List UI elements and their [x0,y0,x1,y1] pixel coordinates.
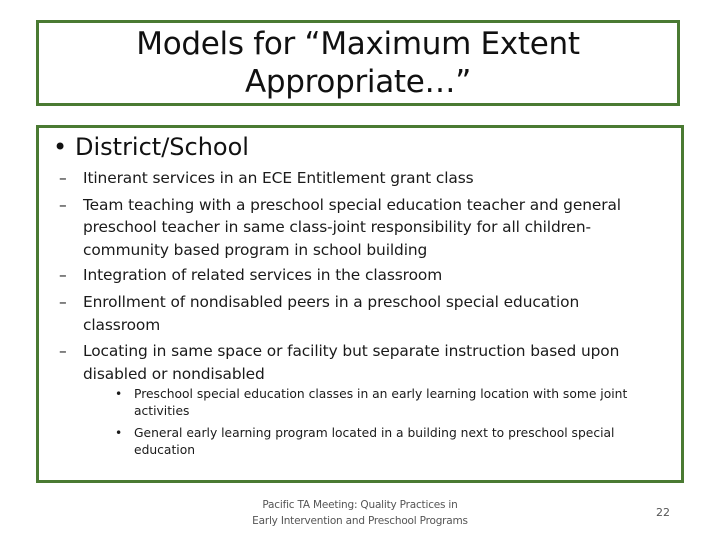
main-bullet [53,132,249,162]
dash-icon: – [59,169,67,187]
bullet-dot-icon: • [115,426,123,440]
slide-title: Models for “Maximum Extent Appropriate…” [136,26,580,100]
footer-line-2: Early Intervention and Preschool Programs [252,515,468,527]
sub-item-list [59,167,634,389]
dash-icon: – [59,292,67,311]
bullet-dot-icon: • [115,387,123,401]
footer [250,497,470,529]
list-item: – Team teaching with a preschool special education teacher and general preschool teacher in same class-joint responsibility for all children-community based program in school building [59,195,621,259]
bullet-dot-icon: • [53,133,68,161]
dash-icon: – [59,342,67,361]
list-item: – Itinerant services in an ECE Entitlement grant class [59,167,634,190]
page-number: 22 [656,506,670,519]
sub-sub-item-list [113,386,653,464]
list-item: – Locating in same space or facility but separate instruction based upon disabled or nondisabled [59,342,620,383]
title-box [36,20,680,106]
dash-icon: – [59,266,67,285]
main-bullet-text: District/School [75,133,249,161]
dash-icon: – [59,195,67,214]
list-item: • General early learning program located in a building next to preschool special education [115,426,615,457]
list-item: – Integration of related services in the classroom [59,264,634,287]
footer-line-1: Pacific TA Meeting: Quality Practices in [262,499,458,511]
list-item: • Preschool special education classes in an early learning location with some joint activities [115,387,628,418]
list-item: – Enrollment of nondisabled peers in a preschool special education classroom [59,292,580,334]
